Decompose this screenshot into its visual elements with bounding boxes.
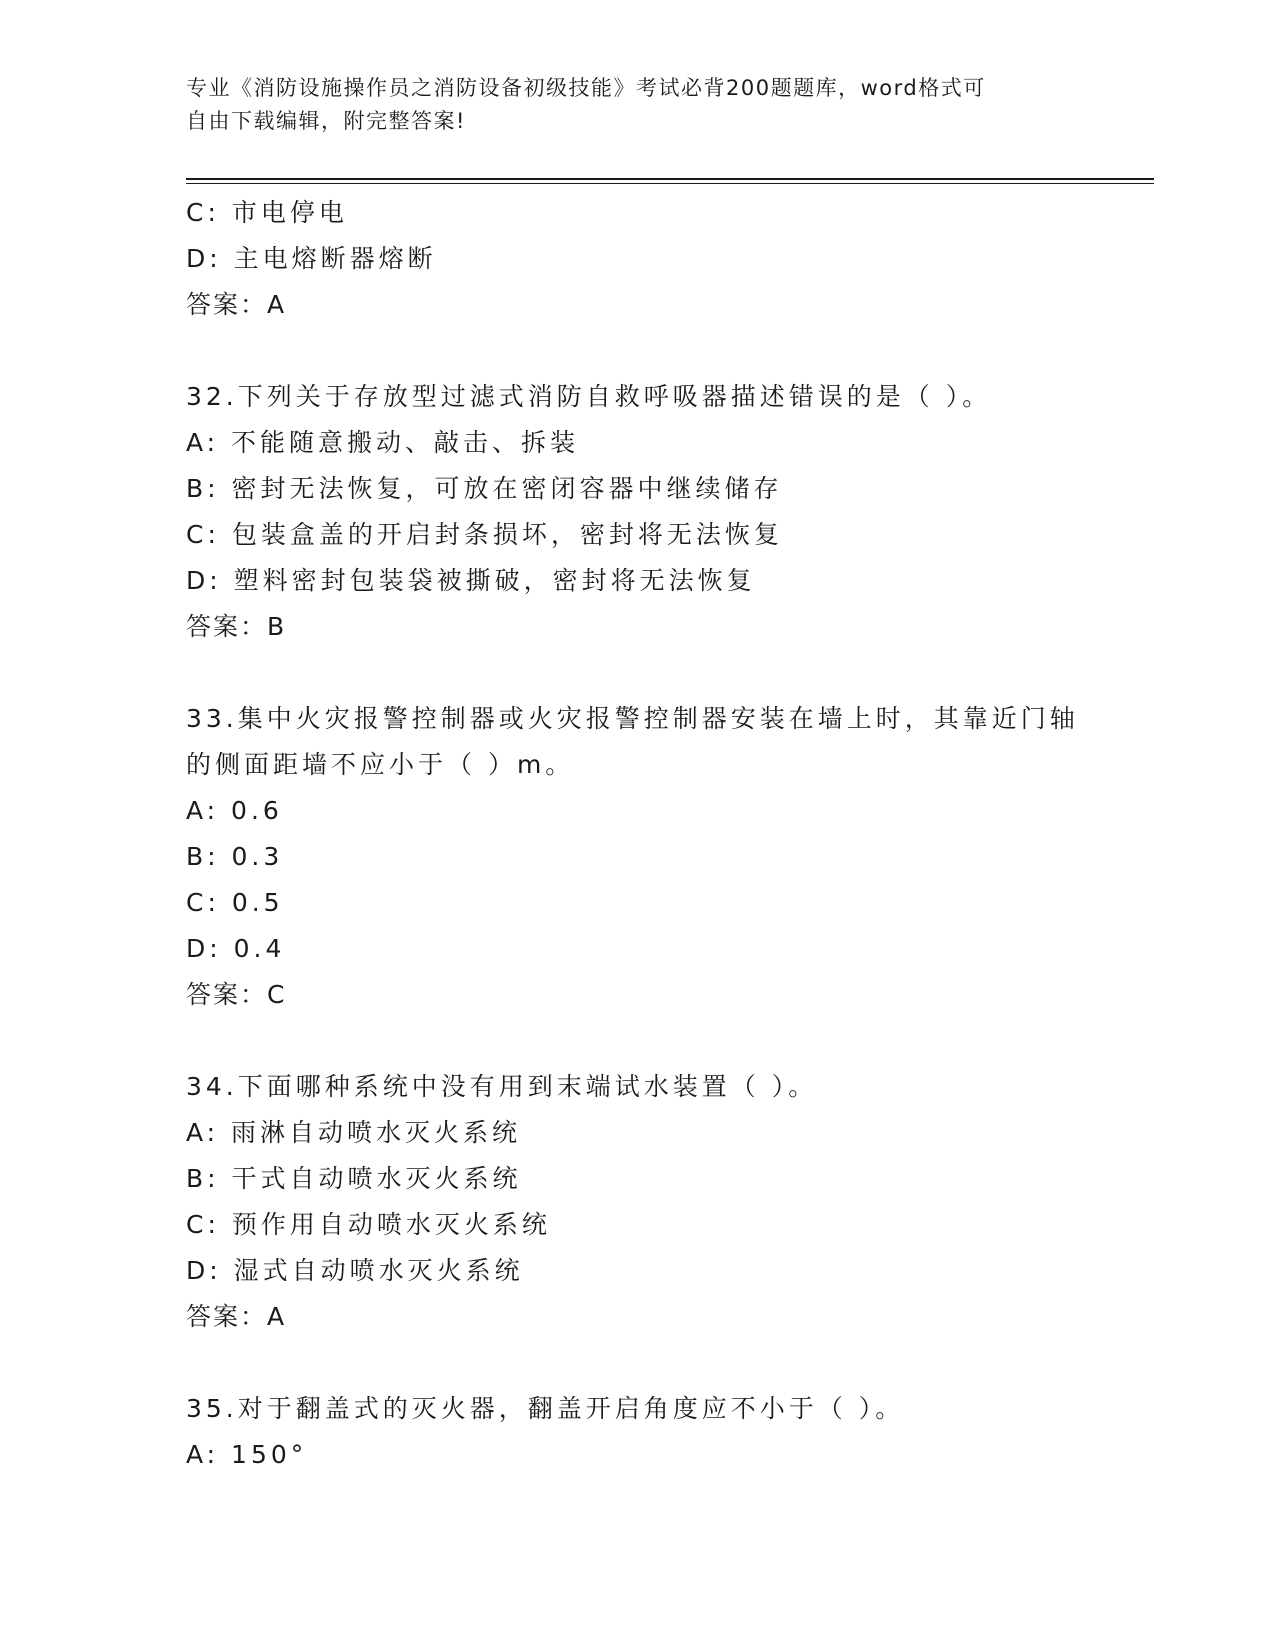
question-list [186,190,1146,1478]
answer: 答案：C [186,980,287,1009]
option-c: C: 包装盒盖的开启封条损坏，密封将无法恢复 [186,520,783,549]
option-c: C: 0.5 [186,888,284,917]
option-d: D: 湿式自动喷水灭火系统 [186,1256,524,1285]
option-a: A: 0.6 [186,796,283,825]
header-divider-thin [186,183,1154,184]
question-31-partial [186,190,1146,328]
option-d: D: 0.4 [186,934,286,963]
question-stem: 33.集中火灾报警控制器或火灾报警控制器安装在墙上时，其靠近门轴的侧面距墙不应小于（ ）m。 [186,704,1079,779]
option-d: D: 主电熔断器熔断 [186,244,437,273]
header-line-2: 自由下载编辑，附完整答案! [186,109,466,133]
answer: 答案：A [186,290,287,319]
option-b: B: 干式自动喷水灭火系统 [186,1164,522,1193]
option-a: A: 150° [186,1440,308,1469]
option-a: A: 雨淋自动喷水灭火系统 [186,1118,522,1147]
document-header [186,72,1086,138]
spacer [186,1340,1146,1386]
question-stem: 35.对于翻盖式的灭火器，翻盖开启角度应不小于（ ）。 [186,1394,905,1423]
question-stem: 32.下列关于存放型过滤式消防自救呼吸器描述错误的是（ ）。 [186,382,992,411]
option-d: D: 塑料密封包装袋被撕破，密封将无法恢复 [186,566,756,595]
option-c: C: 市电停电 [186,198,348,227]
option-a: A: 不能随意搬动、敲击、拆装 [186,428,580,457]
question-stem: 34.下面哪种系统中没有用到末端试水装置（ ）。 [186,1072,818,1101]
answer: 答案：B [186,612,287,641]
question-34 [186,1064,1146,1340]
answer: 答案：A [186,1302,287,1331]
option-b: B: 0.3 [186,842,284,871]
question-35 [186,1386,1146,1478]
header-line-1: 专业《消防设施操作员之消防设备初级技能》考试必背200题题库，word格式可 [186,76,986,100]
option-c: C: 预作用自动喷水灭火系统 [186,1210,551,1239]
question-33 [186,696,1146,1018]
question-32 [186,374,1146,650]
header-divider-thick [186,178,1154,180]
spacer [186,328,1146,374]
spacer [186,1018,1146,1064]
spacer [186,650,1146,696]
option-b: B: 密封无法恢复，可放在密闭容器中继续储存 [186,474,783,503]
